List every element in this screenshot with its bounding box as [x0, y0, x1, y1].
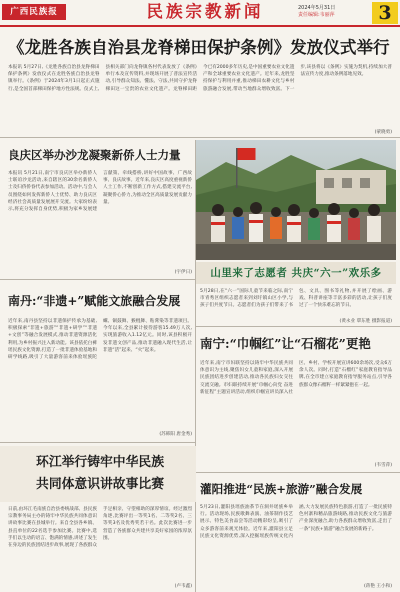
column-divider	[195, 140, 196, 592]
jinguo-source: (韦雪萍)	[374, 463, 392, 468]
guanyang-headline: 灌阳推进“民族+旅游”融合发展	[200, 482, 363, 496]
masthead	[0, 0, 400, 26]
huanjiang-source: (卢韦鑫)	[174, 584, 192, 589]
liangqing-source: (宇伊日)	[174, 270, 192, 275]
liangqing-headline: 良庆区举办沙龙凝聚新侨人士力量	[8, 148, 181, 162]
jinguo-headline: 南宁:“巾帼红”让“石榴花”更艳	[200, 336, 371, 351]
volunteer-photo	[196, 140, 396, 260]
masthead-rule	[0, 25, 400, 27]
guanyang-body: 5月23日,灌阳县瑶族油茶节在洞井瑶族乡举行。活动现场,民族歌舞表演、油茶制作技艺展示、特色美食品尝等活动精彩纷呈,吸引了众多游客前来观光体验。近年来,灌阳县立足民族文化资源优势,深入挖掘瑶族传统文化内涵,大力发展民族特色旅游,打造了一批民族特色村寨和精品旅游线路,推动民族文化与旅游产业深度融合,助力各族群众增收致富,走出了一条“民族+旅游”融合发展的新路子。	[200, 505, 392, 539]
divider	[0, 279, 195, 280]
photo-caption: 5月28日,在“六一”国际儿童节来临之际,南宁市青秀区组织志愿者来到刘圩镇山区小学,与孩子们共度节日。志愿者们为孩子们带来了书包、文具、图书等礼物,并开展了绘画、游戏、科普讲座等丰富多彩的活动,让孩子们度过了一个快乐难忘的节日。	[200, 289, 392, 309]
huanjiang-body: 日前,由环江毛南族自治县委统战部、县民族宗教事务局主办的铸牢中华民族共同体意识讲故事比赛在县城举行。来自全县各乡镇、县直单位的22名选手参加比赛。比赛中,选手们以生动的语言、饱满的情感,讲述了发生在身边的民族团结进步故事,展现了各族群众手足相亲、守望相助的深厚情谊。经过激烈角逐,比赛评出一等奖1名、二等奖2名、三等奖3名及优秀奖若干名。此次比赛进一步营造了各族群众共建共享美好家园的浓厚氛围。	[8, 507, 192, 549]
photo-source: (黄永业 覃东胜 摄影报道)	[339, 319, 392, 324]
lead-source: (蒙晓勇)	[374, 130, 392, 135]
paper-logo: 广西民族报	[2, 4, 66, 20]
issue-date: 2024年5月31日	[298, 5, 336, 11]
nandan-headline: 南丹:“非遗+”赋能文旅融合发展	[8, 294, 181, 308]
page-number-badge: 3	[372, 2, 398, 24]
liangqing-body: 本报讯 5月21日,南宁市良庆区举办新侨人士联谊沙龙活动,来自辖区的30余名新侨人士及归侨侨眷代表参加活动。活动中,与会人员围绕如何发挥新侨人士优势、助力良庆区经济社会高质量发展展开交流。大家纷纷表示,将充分发挥自身优势,积极为家乡发展建言献策、牵线搭桥,讲好中国故事、广西故事、良庆故事。近年来,良庆区高度重视新侨人士工作,不断创新工作方式,搭建交流平台,凝聚侨心侨力,为推动全区高质量发展贡献力量。	[8, 171, 192, 213]
lead-body: 本报讯 5月27日,《龙胜各族自治县龙脊梯田保护条例》发放仪式在龙胜各族自治县龙脊镇举行。《条例》于2024年3月1日起正式施行,是全国首部梯田保护地方性法规。仪式上,县相关部门向龙脊镇各村代表发放了《条例》单行本及宣传资料,并现场开展了普法宣传活动,引导群众知法、懂法、守法,共同守护龙脊梯田这一宝贵的农业文化遗产。龙脊梯田距今已有2000多年历史,是中国重要农业文化遗产和全球重要农业文化遗产。近年来,龙胜坚持保护与利用并重,推动梯田农耕文化与乡村旅游融合发展,带动当地群众增收致富。下一步,该县将以《条例》实施为契机,持续加大普法宣传力度,推动条例落地见效。	[8, 65, 392, 92]
issue-info	[298, 5, 368, 19]
divider	[0, 137, 400, 138]
guanyang-source: (蒋艳 王小和)	[363, 584, 392, 589]
divider	[0, 442, 195, 443]
divider	[196, 326, 400, 327]
volunteer-photo-illustration	[196, 140, 396, 260]
nandan-source: (苏韩阳 唐金秀)	[159, 432, 192, 437]
jinguo-body: 近年来,南宁市妇联坚持以铸牢中华民族共同体意识为主线,聚焦妇女儿童和家庭,深入开展民族团结进步创建活动,推动各民族妇女交往交流交融。市妇联持续开展“巾帼心向党 奋进新征程”主题宣讲活动,组织巾帼宣讲员深入社区、乡村、学校开展宣讲600余场次,受众6万余人次。同时,打造“石榴红”家庭教育指导品牌,在全市建立家庭教育指导服务站点,引导各族群众像石榴籽一样紧紧抱在一起。	[200, 361, 392, 395]
editor-credit: 责任编辑:韦丽萍	[298, 12, 335, 18]
lead-headline: 《龙胜各族自治县龙脊梯田保护条例》发放仪式举行	[8, 37, 390, 57]
photo-headline: 山里来了志愿者 共庆“六一”欢乐多	[210, 267, 382, 279]
section-title: 民族宗教新闻	[146, 2, 264, 21]
divider	[196, 472, 400, 473]
huanjiang-headline-line1: 环江举行铸牢中华民族	[36, 455, 164, 470]
nandan-body: 近年来,南丹县坚持以非遗保护传承为基础,积极探索“非遗+旅游”“非遗+研学”“非遗+文创”等融合发展模式,推动非遗资源活化利用,为乡村振兴注入新动能。该县依托白裤瑶民族文化资源,打造了一批非遗体验基地和研学线路,吸引了大量游客前来体验瑶族陀螺、铜鼓舞、猴棍舞、粘膏染等非遗项目。今年以来,全县累计接待游客15.49万人次,实现旅游收入1.12亿元。同时,该县积极开发非遗文创产品,推动非遗融入现代生活,让非遗“活”起来、“火”起来。	[8, 319, 192, 361]
huanjiang-headline-line2: 共同体意识讲故事比赛	[36, 477, 164, 492]
